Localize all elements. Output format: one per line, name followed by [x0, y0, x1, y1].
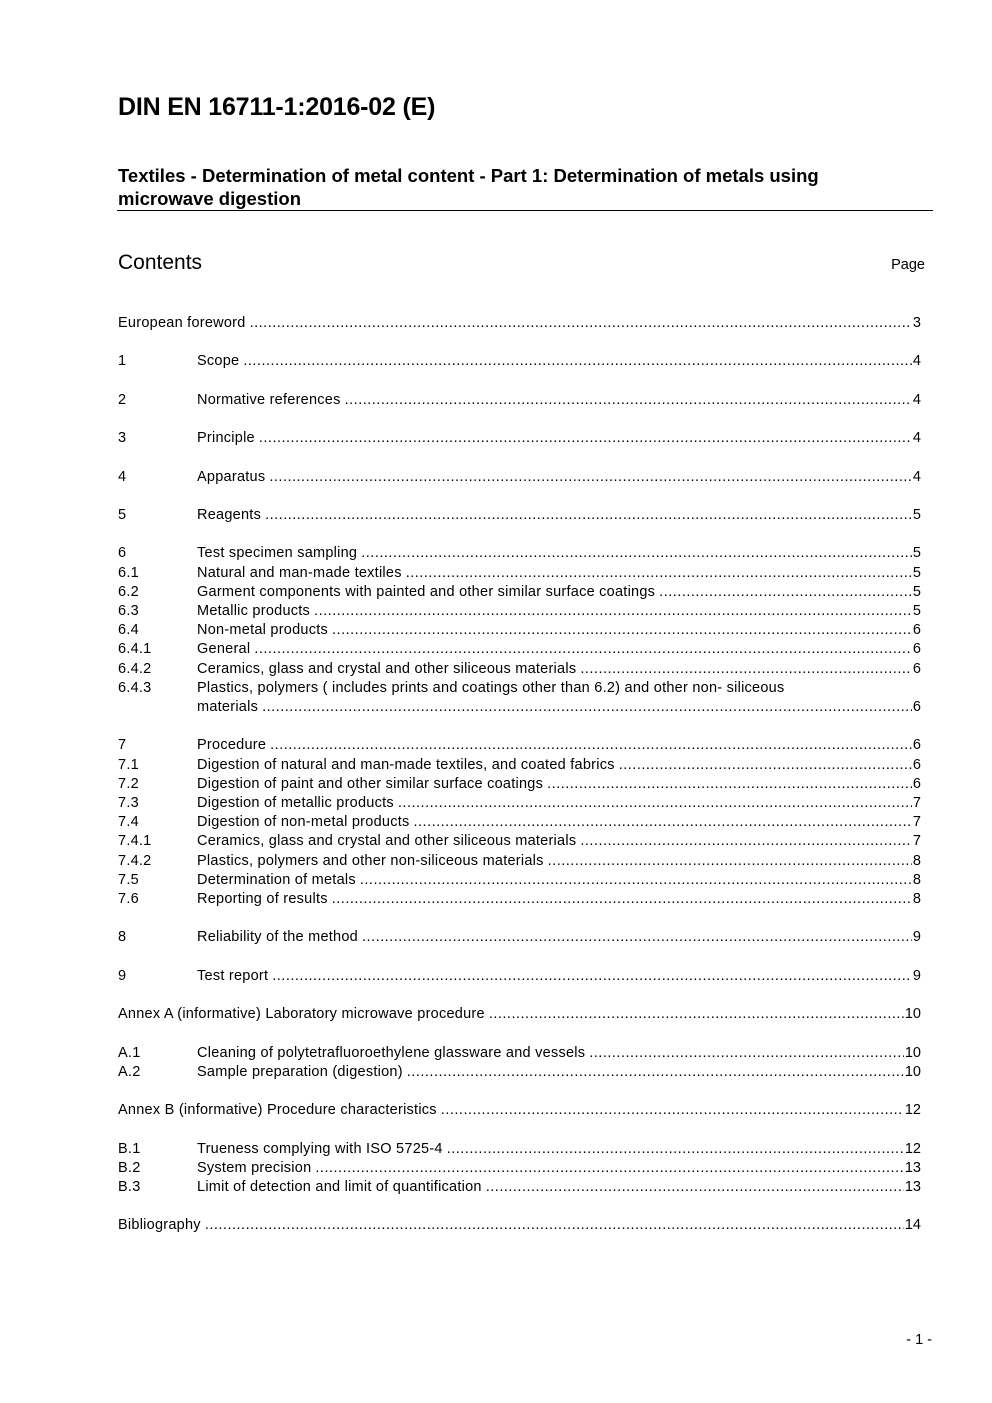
toc-number: B.3: [118, 1178, 141, 1195]
toc-entry-6-2[interactable]: [118, 583, 921, 602]
toc-number: 7.4.1: [118, 833, 152, 850]
dot-leader: [407, 1063, 904, 1082]
toc-title: European foreword: [118, 315, 246, 331]
toc-title: Sample preparation (digestion): [197, 1063, 403, 1080]
table-of-contents: [118, 314, 921, 1236]
dot-leader: [398, 794, 912, 813]
toc-page: 8: [912, 852, 921, 869]
toc-title: Trueness complying with ISO 5725-4: [197, 1140, 443, 1157]
dot-leader: [345, 391, 912, 410]
toc-number: A.2: [118, 1063, 141, 1080]
toc-title: Garment components with painted and other similar surface coatings: [197, 583, 656, 600]
toc-number: 7.4: [118, 814, 139, 831]
dot-leader: [259, 429, 912, 448]
toc-entry-1[interactable]: [118, 352, 921, 371]
toc-title: Reliability of the method: [197, 929, 358, 946]
toc-entry-7-4-2[interactable]: [118, 852, 921, 871]
toc-number: 3: [118, 430, 127, 447]
toc-title: Digestion of paint and other similar surface coatings: [197, 775, 544, 792]
toc-number: 7: [118, 737, 127, 754]
toc-title: Reagents: [197, 506, 262, 523]
toc-page: 10: [904, 1063, 921, 1080]
toc-number: 7.6: [118, 890, 139, 907]
toc-entry-7-3[interactable]: [118, 794, 921, 813]
dot-leader: [254, 640, 912, 659]
dot-leader: [272, 967, 912, 986]
toc-page: 13: [904, 1178, 921, 1195]
toc-page: 8: [912, 890, 921, 907]
dot-leader: [486, 1178, 904, 1197]
toc-title: Ceramics, glass and crystal and other siliceous materials: [197, 833, 577, 850]
toc-entry-6-4[interactable]: [118, 621, 921, 640]
toc-number: 6.1: [118, 564, 139, 581]
toc-page: 6: [912, 756, 921, 773]
toc-page: 4: [912, 391, 921, 408]
toc-entry-bibliography[interactable]: [118, 1216, 921, 1235]
toc-entry-7-6[interactable]: [118, 890, 921, 909]
toc-number: 1: [118, 353, 127, 370]
toc-title: Annex A (informative) Laboratory microwave procedure: [118, 1006, 485, 1023]
toc-page: 3: [912, 315, 921, 331]
toc-page: 9: [912, 967, 921, 984]
dot-leader: [362, 928, 912, 947]
toc-title: Bibliography: [118, 1217, 201, 1234]
dot-leader: [589, 1044, 904, 1063]
toc-entry-7-2[interactable]: [118, 775, 921, 794]
dot-leader: [406, 564, 912, 583]
toc-entry-b-2[interactable]: [118, 1159, 921, 1178]
toc-page: 7: [912, 833, 921, 850]
toc-title: Digestion of natural and man-made textiles, and coated fabrics: [197, 756, 615, 773]
toc-entry-3[interactable]: [118, 429, 921, 448]
dot-leader: [413, 813, 911, 832]
toc-entry-7[interactable]: [118, 736, 921, 755]
dot-leader: [332, 621, 912, 640]
contents-heading: Contents: [118, 251, 203, 274]
page-column-label: Page: [891, 257, 925, 273]
toc-entry-annex-a[interactable]: [118, 1005, 921, 1024]
toc-entry-6-4-3[interactable]: [118, 679, 921, 717]
dot-leader: [205, 1216, 904, 1235]
toc-page: 12: [904, 1140, 921, 1157]
toc-title: Normative references: [197, 391, 341, 408]
toc-title: Limit of detection and limit of quantification: [197, 1178, 482, 1195]
toc-title: Scope: [197, 353, 240, 370]
toc-entry-7-4[interactable]: [118, 813, 921, 832]
toc-title: Cleaning of polytetrafluoroethylene glassware and vessels: [197, 1044, 586, 1061]
toc-number: 2: [118, 391, 127, 408]
dot-leader: [269, 468, 912, 487]
toc-number: 7.5: [118, 871, 139, 888]
toc-number: 7.1: [118, 756, 139, 773]
toc-title: Reporting of results: [197, 890, 328, 907]
toc-title: General: [197, 641, 251, 658]
toc-entry-6-1[interactable]: [118, 564, 921, 583]
toc-page: 13: [904, 1159, 921, 1176]
dot-leader: [265, 506, 912, 525]
toc-number: 6.3: [118, 602, 139, 619]
dot-leader: [243, 352, 912, 371]
dot-leader: [547, 775, 912, 794]
document-id: DIN EN 16711-1:2016-02 (E): [118, 93, 436, 121]
toc-number: 6: [118, 545, 127, 562]
toc-entry-annex-b[interactable]: [118, 1101, 921, 1120]
toc-page: 5: [912, 583, 921, 600]
toc-page: 5: [912, 602, 921, 619]
toc-page: 4: [912, 468, 921, 485]
toc-title: Determination of metals: [197, 871, 356, 888]
dot-leader: [548, 852, 912, 871]
dot-leader: [580, 832, 912, 851]
toc-title: Natural and man-made textiles: [197, 564, 402, 581]
toc-page: 5: [912, 506, 921, 523]
toc-entry-b-3[interactable]: [118, 1178, 921, 1197]
toc-title: Digestion of metallic products: [197, 794, 394, 811]
toc-page: 7: [912, 794, 921, 811]
toc-page: 4: [912, 430, 921, 447]
toc-entry-4[interactable]: [118, 468, 921, 487]
toc-entry-6-4-2[interactable]: [118, 660, 921, 679]
dot-leader: [447, 1140, 904, 1159]
toc-title-line-1: Plastics, polymers ( includes prints and coatings other than 6.2) and other non- siliceous: [197, 679, 785, 696]
toc-number: 6.4.2: [118, 660, 152, 677]
toc-number: 7.2: [118, 775, 139, 792]
toc-page: 6: [912, 737, 921, 754]
toc-title: Non-metal products: [197, 622, 329, 639]
dot-leader: [619, 756, 912, 775]
toc-title: Test report: [197, 967, 269, 984]
toc-page: 5: [912, 545, 921, 562]
toc-page: 6: [912, 660, 921, 677]
toc-entry-7-4-1[interactable]: [118, 832, 921, 851]
toc-number: 7.3: [118, 794, 139, 811]
toc-number: 7.4.2: [118, 852, 152, 869]
toc-title: Test specimen sampling: [197, 545, 358, 562]
toc-page: 14: [904, 1217, 921, 1234]
toc-page: 10: [904, 1044, 921, 1061]
toc-entry-2[interactable]: [118, 391, 921, 410]
toc-number: 6.4.1: [118, 641, 152, 658]
toc-entry-9[interactable]: [118, 967, 921, 986]
page-number: - 1 -: [906, 1332, 932, 1348]
toc-title: Annex B (informative) Procedure characteristics: [118, 1102, 437, 1119]
toc-page: 5: [912, 564, 921, 581]
dot-leader: [262, 698, 912, 717]
toc-page: 10: [904, 1006, 921, 1023]
dot-leader: [441, 1101, 904, 1120]
toc-page: 12: [904, 1102, 921, 1119]
toc-title: Apparatus: [197, 468, 266, 485]
toc-entry-7-1[interactable]: [118, 756, 921, 775]
document-title: Textiles - Determination of metal content - Part 1: Determination of metals using microwave digestion: [118, 165, 819, 209]
toc-entry-6-4-1[interactable]: [118, 640, 921, 659]
toc-entry-6[interactable]: [118, 544, 921, 563]
toc-number: B.1: [118, 1140, 141, 1157]
dot-leader: [489, 1005, 904, 1024]
dot-leader: [580, 660, 912, 679]
dot-leader: [270, 736, 912, 755]
toc-page: 6: [912, 641, 921, 658]
toc-title: System precision: [197, 1159, 312, 1176]
toc-number: 4: [118, 468, 127, 485]
toc-number: 9: [118, 967, 127, 984]
toc-number: B.2: [118, 1159, 141, 1176]
toc-page: 4: [912, 353, 921, 370]
toc-page: 8: [912, 871, 921, 888]
dot-leader: [250, 314, 912, 333]
toc-page: 7: [912, 814, 921, 831]
toc-title: Procedure: [197, 737, 267, 754]
toc-entry-7-5[interactable]: [118, 871, 921, 890]
toc-title-line-2: materials: [197, 698, 259, 715]
toc-entry-8[interactable]: [118, 928, 921, 947]
toc-title: Digestion of non-metal products: [197, 814, 410, 831]
toc-number: 6.4.3: [118, 679, 152, 696]
toc-entry-a-1[interactable]: [118, 1044, 921, 1063]
dot-leader: [314, 602, 912, 621]
toc-entry-6-3[interactable]: [118, 602, 921, 621]
toc-number: 6.2: [118, 583, 139, 600]
dot-leader: [360, 871, 912, 890]
toc-entry-foreword[interactable]: [118, 314, 921, 333]
toc-number: 8: [118, 929, 127, 946]
toc-page: 6: [912, 622, 921, 639]
toc-entry-5[interactable]: [118, 506, 921, 525]
toc-entry-a-2[interactable]: [118, 1063, 921, 1082]
dot-leader: [659, 583, 912, 602]
toc-number: A.1: [118, 1044, 141, 1061]
toc-title: Metallic products: [197, 602, 311, 619]
toc-title: Ceramics, glass and crystal and other siliceous materials: [197, 660, 577, 677]
toc-number: 6.4: [118, 622, 139, 639]
toc-page: 6: [912, 775, 921, 792]
dot-leader: [315, 1159, 903, 1178]
toc-page: 6: [912, 698, 921, 715]
toc-number: 5: [118, 506, 127, 523]
toc-title: Plastics, polymers and other non-siliceous materials: [197, 852, 544, 869]
dot-leader: [332, 890, 912, 909]
title-divider: [117, 210, 933, 211]
toc-page: 9: [912, 929, 921, 946]
toc-entry-b-1[interactable]: [118, 1140, 921, 1159]
dot-leader: [361, 544, 912, 563]
toc-title: Principle: [197, 430, 255, 447]
